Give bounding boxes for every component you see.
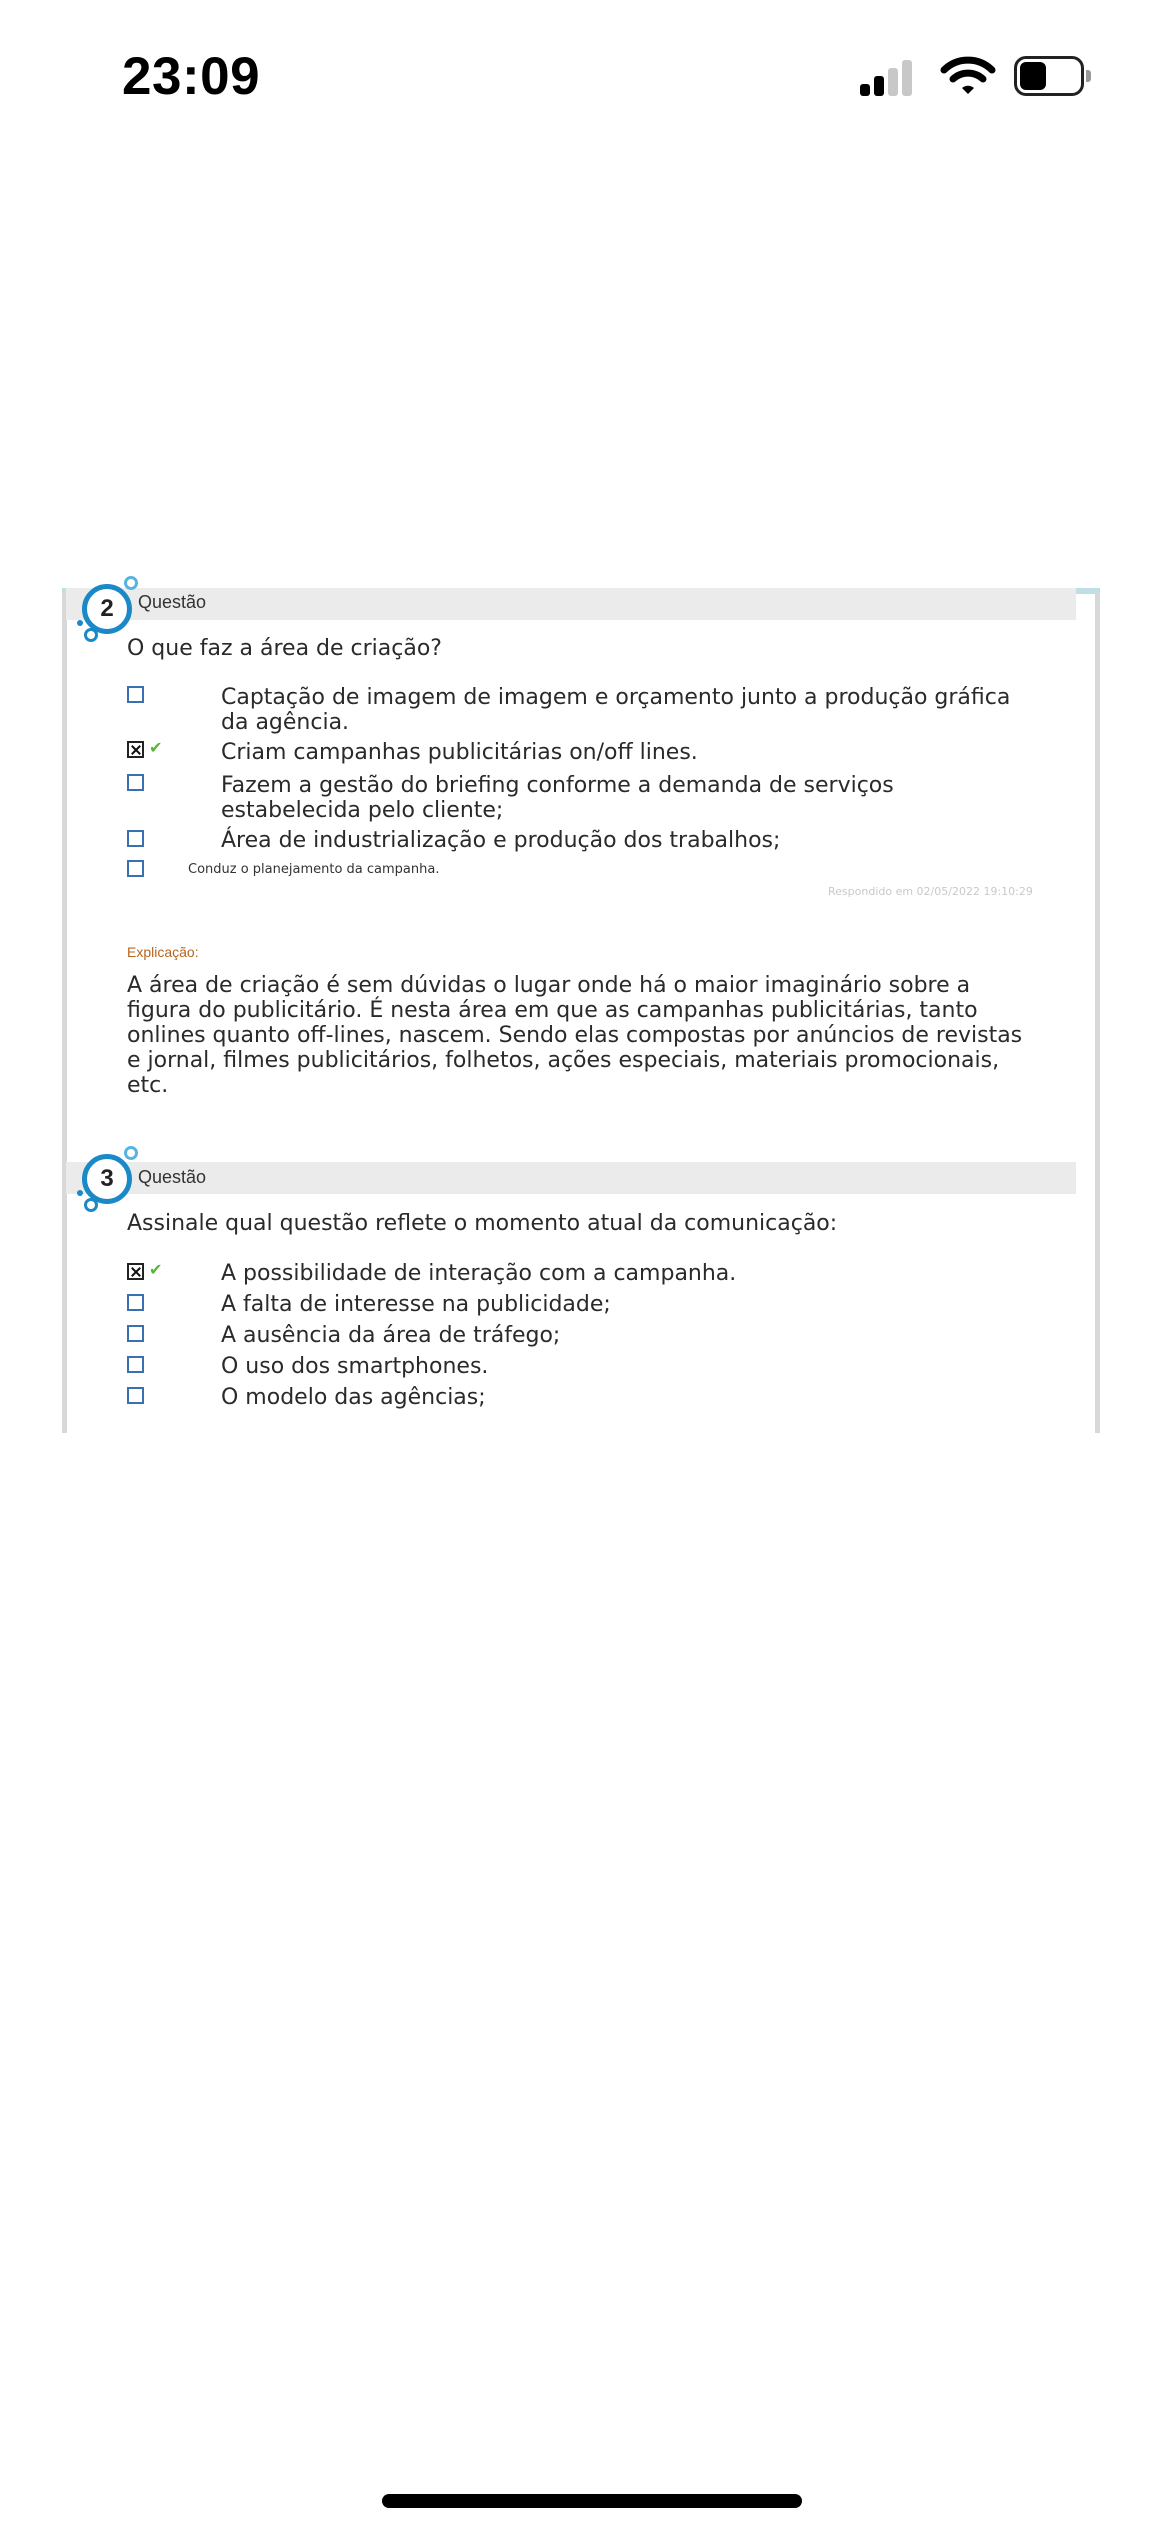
- question-2-prompt: O que faz a área de criação?: [127, 636, 442, 661]
- question-3-option-2-checkbox[interactable]: [127, 1294, 144, 1311]
- question-2-option-5-checkbox[interactable]: [127, 860, 144, 877]
- question-2-header-label: Questão: [138, 592, 207, 612]
- status-time: 23:09: [122, 47, 261, 106]
- question-3-header-label: Questão: [138, 1167, 207, 1187]
- question-2-option-3-text: Fazem a gestão do briefing conforme a demanda de serviços estabelecida pelo cliente;: [221, 773, 894, 823]
- question-2-option-1-checkbox[interactable]: [127, 686, 144, 703]
- home-indicator[interactable]: [382, 2494, 802, 2508]
- correct-check-icon: ✔: [149, 1260, 163, 1279]
- question-3-option-5-text: O modelo das agências;: [221, 1385, 486, 1410]
- question-3-option-1-text: A possibilidade de interação com a campanha.: [221, 1261, 737, 1286]
- question-2-option-4-text: Área de industrialização e produção dos trabalhos;: [221, 828, 781, 853]
- question-3-option-5-checkbox[interactable]: [127, 1387, 144, 1404]
- question-2-header-bar: [66, 588, 1076, 620]
- cellular-signal-icon: [860, 60, 918, 96]
- question-3-header-bar: [66, 1162, 1076, 1194]
- question-3-option-3-text: A ausência da área de tráfego;: [221, 1323, 561, 1348]
- question-3-option-2-text: A falta de interesse na publicidade;: [221, 1292, 611, 1317]
- question-2-option-3-checkbox[interactable]: [127, 774, 144, 791]
- correct-check-icon: ✔: [149, 738, 163, 757]
- explanation-text: A área de criação é sem dúvidas o lugar onde há o maior imaginário sobre a figura do publicitário. É nesta área em que as campanhas publicitárias, tanto onlines quanto off-lines, nascem. Sendo elas compostas por anúncios de revistas e jornal, filmes publicitários, folhetos, ações especiais, materiais promocionais, etc.: [127, 973, 1023, 1098]
- question-2-option-2-checkbox[interactable]: [127, 741, 144, 758]
- question-3-prompt: Assinale qual questão reflete o momento atual da comunicação:: [127, 1211, 838, 1236]
- question-3-number-badge: 3: [76, 1150, 140, 1214]
- question-3-option-4-checkbox[interactable]: [127, 1356, 144, 1373]
- battery-icon: [1014, 56, 1094, 98]
- question-2-option-5-text: Conduz o planejamento da campanha.: [188, 862, 440, 877]
- question-2-number-badge: 2: [76, 580, 140, 644]
- question-3-option-3-checkbox[interactable]: [127, 1325, 144, 1342]
- question-2-option-1-text: Captação de imagem de imagem e orçamento junto a produção gráfica da agência.: [221, 685, 1011, 735]
- question-3-option-1-checkbox[interactable]: [127, 1263, 144, 1280]
- answered-timestamp: Respondido em 02/05/2022 19:10:29: [828, 885, 1033, 898]
- explanation-label: Explicação:: [127, 944, 199, 960]
- wifi-icon: [940, 56, 996, 98]
- question-2-option-4-checkbox[interactable]: [127, 830, 144, 847]
- question-2-option-2-text: Criam campanhas publicitárias on/off lines.: [221, 740, 698, 765]
- question-3-option-4-text: O uso dos smartphones.: [221, 1354, 489, 1379]
